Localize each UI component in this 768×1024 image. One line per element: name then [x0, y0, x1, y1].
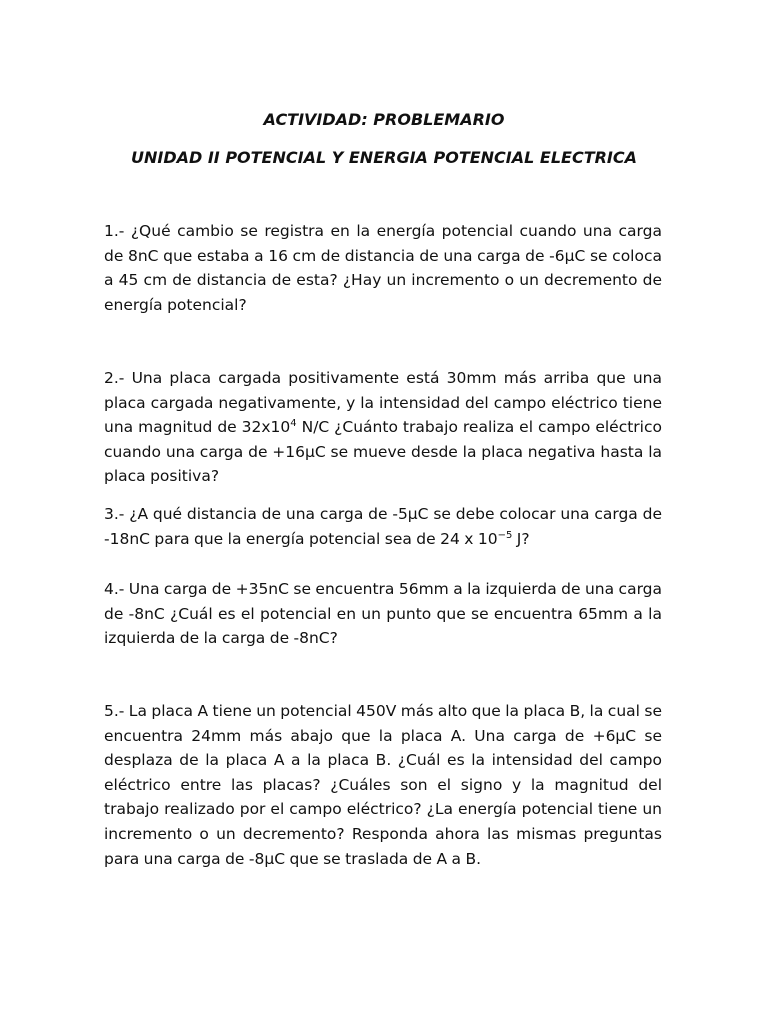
problem-1: 1.- ¿Qué cambio se registra en la energía potencial cuando una carga de 8nC que estaba a 16 cm de distancia de una carga de -6μC se coloca a 45 cm de distancia de esta? ¿Hay un incremento o un decremento de energía potencial?: [104, 222, 662, 314]
problem-4: 4.- Una carga de +35nC se encuentra 56mm a la izquierda de una carga de -8nC ¿Cuál es el potencial en un punto que se encuentra 65mm a la izquierda de la carga de -8nC?: [104, 580, 663, 648]
problem-3: [104, 502, 662, 551]
problem-2-exponent: 4: [290, 418, 297, 430]
problem-3-exponent: −5: [497, 529, 513, 541]
problem-2: [104, 366, 662, 489]
problem-2-text-b: N/C ¿Cuánto trabajo realiza el campo eléctrico cuando una carga de +16μC se mueve desde la placa negativa hasta la placa positiva?: [104, 418, 662, 486]
document-subtitle: UNIDAD II POTENCIAL Y ENERGIA POTENCIAL ELECTRICA: [130, 148, 637, 167]
problem-3-text-b: J?: [512, 529, 530, 548]
problem-5: 5.- La placa A tiene un potencial 450V más alto que la placa B, la cual se encuentra 24mm más abajo que la placa A. Una carga de +6μC se desplaza de la placa A a la placa B. ¿Cuál es la intensidad del campo eléctrico entre las placas? ¿Cuáles son el signo y la magnitud del trabajo realizado por el campo eléctrico? ¿La energía potencial tiene un incremento o un decremento? Responda ahora las mismas preguntas para una carga de -8μC que se traslada de A a B.: [104, 702, 662, 868]
problem-3-text-a: 3.- ¿A qué distancia de una carga de -5μC se debe colocar una carga de -18nC para que la energía potencial sea de 24 x 10: [104, 505, 662, 548]
document-title: ACTIVIDAD: PROBLEMARIO: [263, 110, 505, 129]
problem-2-text-a: 2.- Una placa cargada positivamente está 30mm más arriba que una placa cargada negativamente, y la intensidad del campo eléctrico tiene una magnitud de 32x10: [104, 369, 662, 437]
